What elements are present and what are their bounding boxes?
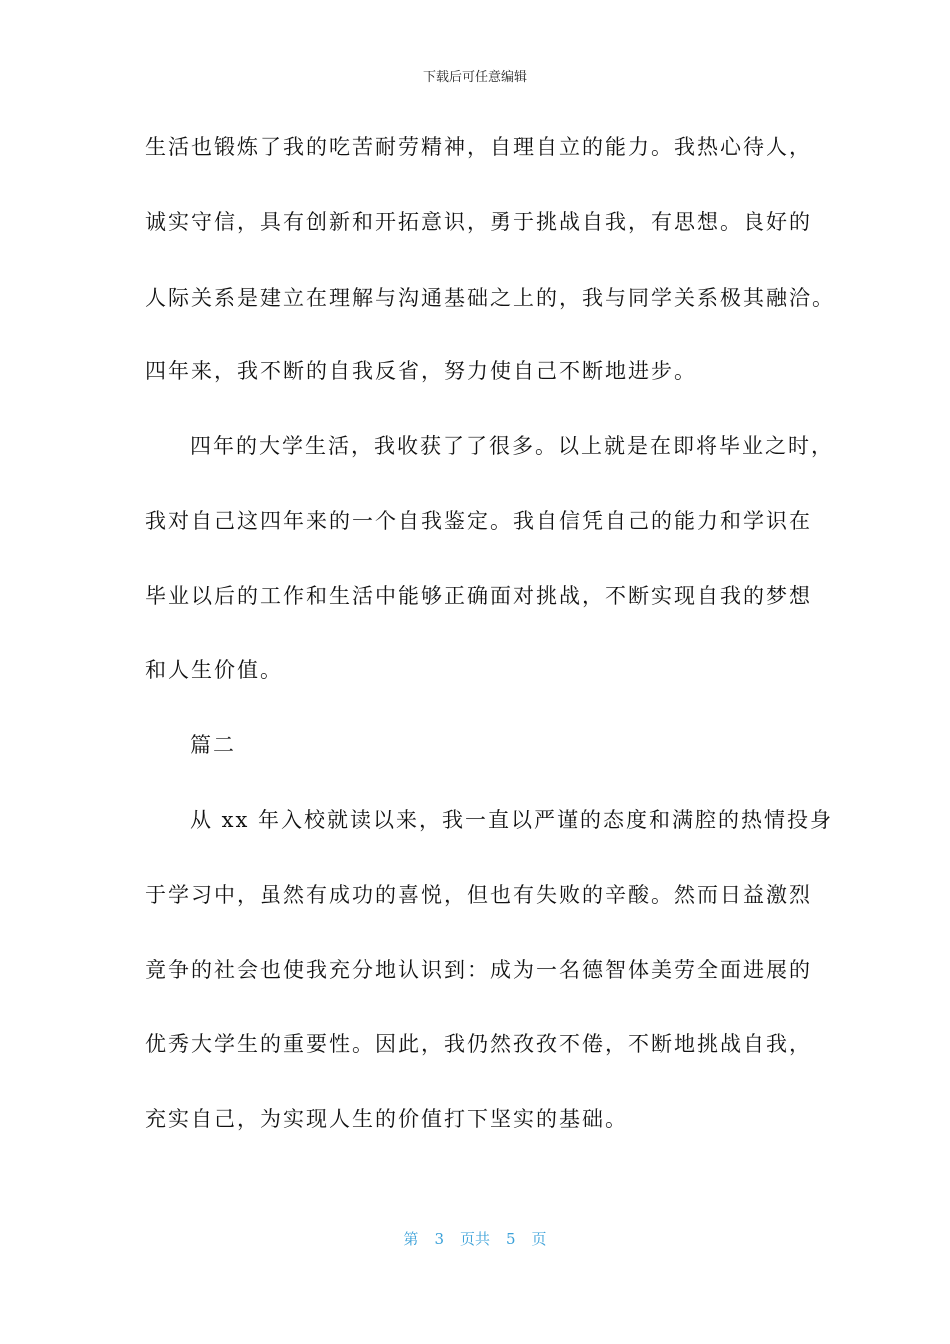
text-line: 四年来，我不断的自我反省，努力使自己不断地进步。 [145, 359, 697, 383]
total-pages-number: 5 [506, 1230, 516, 1248]
footer-middle: 页共 [459, 1230, 490, 1248]
text-line: 和人生价值。 [145, 658, 283, 682]
current-page-number: 3 [434, 1230, 444, 1248]
text-line: 人际关系是建立在理解与沟通基础之上的，我与同学关系极其融洽。 [145, 286, 835, 310]
text-line: 竟争的社会也使我充分地认识到：成为一名德智体美劳全面进展的 [145, 958, 812, 982]
text-line: 毕业以后的工作和生活中能够正确面对挑战，不断实现自我的梦想 [145, 584, 812, 608]
text-line: 于学习中，虽然有成功的喜悦，但也有失败的辛酸。然而日益激烈 [145, 883, 812, 907]
page-header: 下载后可任意编辑 [422, 70, 527, 85]
footer-suffix: 页 [531, 1230, 547, 1248]
paragraph-first-line: 四年的大学生活，我收获了了很多。以上就是在即将毕业之时， [190, 434, 834, 458]
text-line: 优秀大学生的重要性。因此，我仍然孜孜不倦，不断地挑战自我， [145, 1032, 812, 1056]
section-heading: 篇二 [190, 733, 236, 757]
text-line: 我对自己这四年来的一个自我鉴定。我自信凭自己的能力和学识在 [145, 509, 812, 533]
paragraph-first-line: 从 xx 年入校就读以来，我一直以严谨的态度和满腔的热情投身 [190, 808, 834, 832]
text-line: 诚实守信，具有创新和开拓意识，勇于挑战自我，有思想。良好的 [145, 210, 812, 234]
text-line: 充实自己，为实现人生的价值打下坚实的基础。 [145, 1107, 628, 1131]
text-line: 生活也锻炼了我的吃苦耐劳精神，自理自立的能力。我热心待人， [145, 135, 812, 159]
footer-prefix: 第 [403, 1230, 419, 1248]
page-footer [0, 1228, 950, 1249]
